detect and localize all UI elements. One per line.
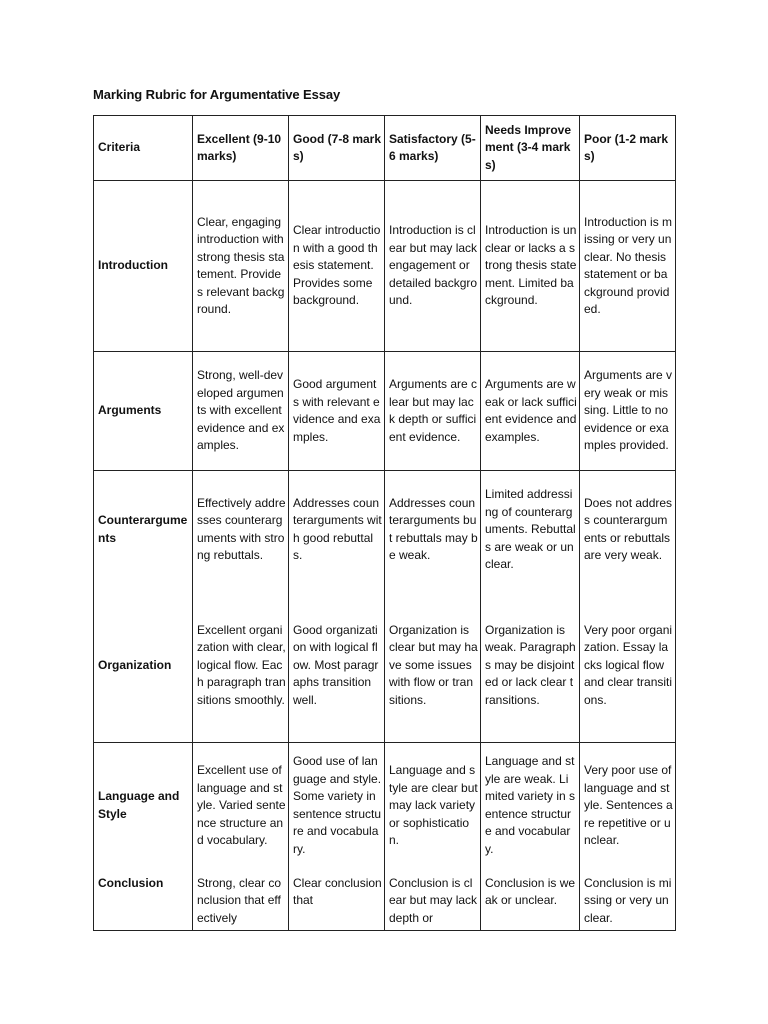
criterion-cell: Introduction: [94, 181, 193, 352]
rubric-cell: Addresses counterarguments but rebuttals may be weak.: [385, 471, 481, 589]
rubric-cell: Organization is clear but may have some issues with flow or transitions.: [385, 589, 481, 743]
table-header-row: [94, 116, 676, 181]
table-row-arguments: [94, 352, 676, 471]
rubric-cell: Very poor organization. Essay lacks logical flow and clear transitions.: [580, 589, 676, 743]
rubric-cell: Language and style are clear but may lack variety or sophistication.: [385, 743, 481, 869]
rubric-cell: Good arguments with relevant evidence and examples.: [289, 352, 385, 471]
table-row-counterarguments: [94, 471, 676, 589]
table-row-introduction: [94, 181, 676, 352]
rubric-cell: Excellent use of language and style. Varied sentence structure and vocabulary.: [193, 743, 289, 869]
rubric-cell: Limited addressing of counterarguments. Rebuttals are weak or unclear.: [481, 471, 580, 589]
rubric-table: [93, 115, 676, 931]
header-good: Good (7-8 marks): [289, 116, 385, 181]
rubric-cell: Arguments are very weak or missing. Little to no evidence or examples provided.: [580, 352, 676, 471]
table-row-conclusion: [94, 869, 676, 931]
rubric-cell: Clear introduction with a good thesis statement. Provides some background.: [289, 181, 385, 352]
criterion-cell: Arguments: [94, 352, 193, 471]
rubric-cell: Introduction is clear but may lack engagement or detailed background.: [385, 181, 481, 352]
rubric-cell: Conclusion is weak or unclear.: [481, 869, 580, 931]
criterion-cell: Counterarguments: [94, 471, 193, 589]
table-row-organization: [94, 589, 676, 743]
header-needs-improvement: Needs Improvement (3-4 marks): [481, 116, 580, 181]
document-title: Marking Rubric for Argumentative Essay: [93, 87, 341, 102]
rubric-cell: Strong, clear conclusion that effectively: [193, 869, 289, 931]
rubric-cell: Arguments are clear but may lack depth or sufficient evidence.: [385, 352, 481, 471]
rubric-cell: Good organization with logical flow. Most paragraphs transition well.: [289, 589, 385, 743]
header-criteria: Criteria: [94, 116, 193, 181]
rubric-cell: Excellent organization with clear, logical flow. Each paragraph transitions smoothly.: [193, 589, 289, 743]
rubric-cell: Does not address counterarguments or rebuttals are very weak.: [580, 471, 676, 589]
rubric-cell: Very poor use of language and style. Sentences are repetitive or unclear.: [580, 743, 676, 869]
rubric-cell: Organization is weak. Paragraphs may be disjointed or lack clear transitions.: [481, 589, 580, 743]
criterion-cell: Organization: [94, 589, 193, 743]
header-poor: Poor (1-2 marks): [580, 116, 676, 181]
header-excellent: Excellent (9-10 marks): [193, 116, 289, 181]
header-satisfactory: Satisfactory (5-6 marks): [385, 116, 481, 181]
rubric-cell: Effectively addresses counterarguments with strong rebuttals.: [193, 471, 289, 589]
rubric-cell: Clear, engaging introduction with strong thesis statement. Provides relevant background.: [193, 181, 289, 352]
rubric-cell: Arguments are weak or lack sufficient evidence and examples.: [481, 352, 580, 471]
rubric-cell: Introduction is missing or very unclear. No thesis statement or background provided.: [580, 181, 676, 352]
rubric-cell: Introduction is unclear or lacks a strong thesis statement. Limited background.: [481, 181, 580, 352]
rubric-cell: Conclusion is missing or very unclear.: [580, 869, 676, 931]
table-row-language-and-style: [94, 743, 676, 869]
rubric-cell: Good use of language and style. Some variety in sentence structure and vocabulary.: [289, 743, 385, 869]
rubric-cell: Strong, well-developed arguments with excellent evidence and examples.: [193, 352, 289, 471]
rubric-cell: Addresses counterarguments with good rebuttals.: [289, 471, 385, 589]
rubric-cell: Conclusion is clear but may lack depth or: [385, 869, 481, 931]
criterion-cell: Language and Style: [94, 743, 193, 869]
rubric-cell: Clear conclusion that: [289, 869, 385, 931]
rubric-cell: Language and style are weak. Limited variety in sentence structure and vocabulary.: [481, 743, 580, 869]
criterion-cell: Conclusion: [94, 869, 193, 931]
